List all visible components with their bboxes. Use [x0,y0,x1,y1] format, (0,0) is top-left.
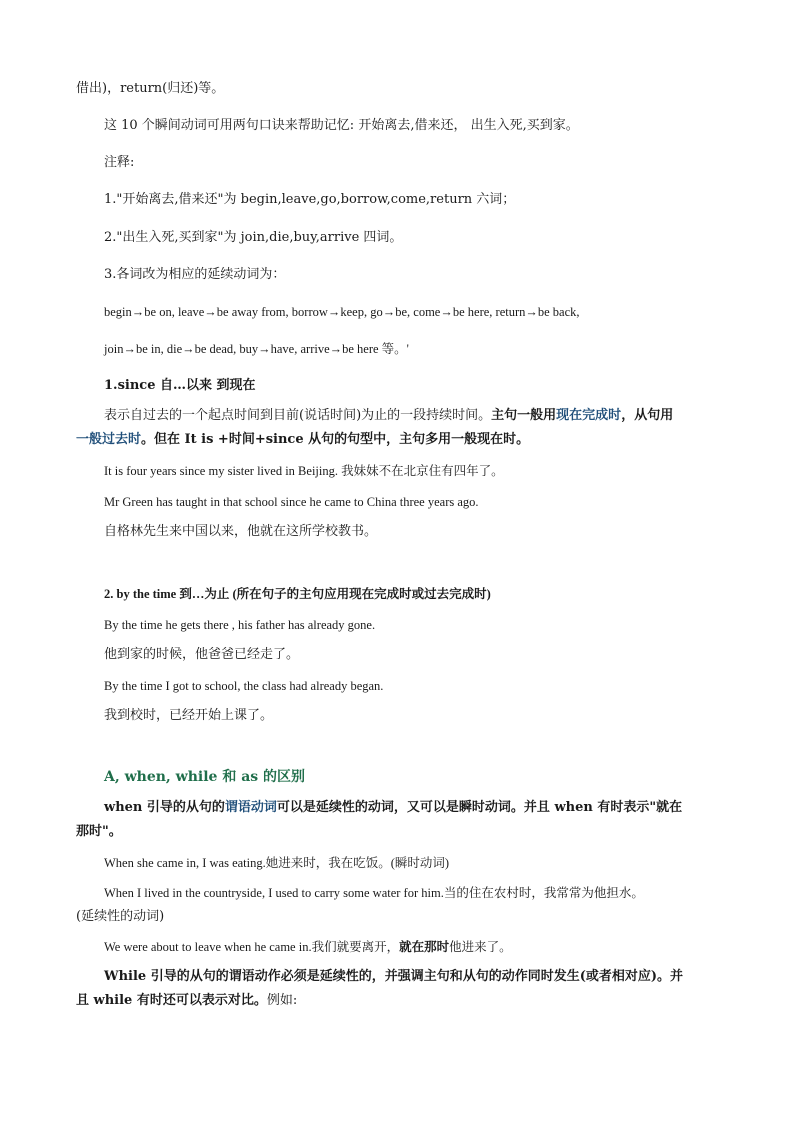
link-term[interactable]: 谓语动词 [224,800,277,815]
text-bold: ，从句用 [621,408,674,423]
example-sentence: It is four years since my sister lived in Beijing. 我妹妹不在北京住有四年了。 [104,464,504,478]
text-line: 注释: [104,155,135,170]
text-line: 3.各词改为相应的延续动词为： [104,267,286,282]
paragraph-line [76,992,297,1010]
section-heading-by-the-time: 2. by the time 到…为止 (所在句子的主句应用现在完成时或过去完成时) [104,587,491,601]
text-line: join→be in, die→be dead, buy→have, arrive→be here 等。' [104,342,409,356]
text-bold: 且 while 有时还可以表示对比。 [76,993,267,1008]
example-translation: 他到家的时候，他爸爸已经走了。 [104,647,300,662]
text-bold: 。但在 It is +时间+since 从句的句型中，主句多用一般现在时。 [141,432,530,447]
text-line: 1."开始离去,借来还"为 begin,leave,go,borrow,come,return 六词； [104,192,516,207]
paragraph-line: While 引导的从句的谓语动作必须是延续性的，并强调主句和从句的动作同时发生(或者相对应)。并 [104,969,684,984]
link-term[interactable]: 一般过去时 [76,432,142,447]
text-line: 2."出生入死,买到家"为 join,die,buy,arrive 四词。 [104,230,403,245]
paragraph-line [104,799,682,817]
link-term[interactable]: 现在完成时 [556,408,622,423]
paragraph-line [104,407,673,425]
example-sentence: Mr Green has taught in that school since he came to China three years ago. [104,495,479,509]
text: 例如: [266,993,298,1008]
section-heading-since: 1.since 自…以来 到现在 [104,378,256,393]
text-line: 这 10 个瞬间动词可用两句口诀来帮助记忆: 开始离去,借来还， 出生入死,买到家。 [104,118,579,133]
example-sentence [104,938,512,956]
example-note: (延续性的动词) [76,909,165,924]
text: 他进来了。 [449,940,512,954]
example-sentence: When I lived in the countryside, I used to carry some water for him.当的住在农村时，我常常为他担水。 [104,886,644,900]
section-heading-when-while-as: A, when, while 和 as 的区别 [104,769,306,785]
example-sentence: By the time I got to school, the class had already began. [104,679,384,693]
paragraph-line: 那时"。 [76,824,122,839]
example-translation: 自格林先生来中国以来，他就在这所学校教书。 [104,524,378,539]
example-sentence: By the time he gets there , his father has already gone. [104,618,376,632]
text-line: 借出)，return(归还)等。 [76,81,225,96]
paragraph-line [76,431,529,449]
text: We were about to leave when he came in.我们就要离开， [104,940,400,954]
text-bold: 可以是延续性的动词，又可以是瞬时动词。并且 when 有时表示"就在 [276,800,683,815]
text-bold: 就在那时 [399,940,450,954]
text-line: begin→be on, leave→be away from, borrow→keep, go→be, come→be here, return→be back, [104,305,580,319]
text: 表示自过去的一个起点时间到目前(说话时间)为止的一段持续时间。 [104,408,492,423]
example-sentence: When she came in, I was eating.她进来时，我在吃饭。(瞬时动词) [104,856,450,870]
text-bold: when 引导的从句的 [104,800,225,815]
example-translation: 我到校时，已经开始上课了。 [104,708,274,723]
text-bold: 主句一般用 [491,408,557,423]
